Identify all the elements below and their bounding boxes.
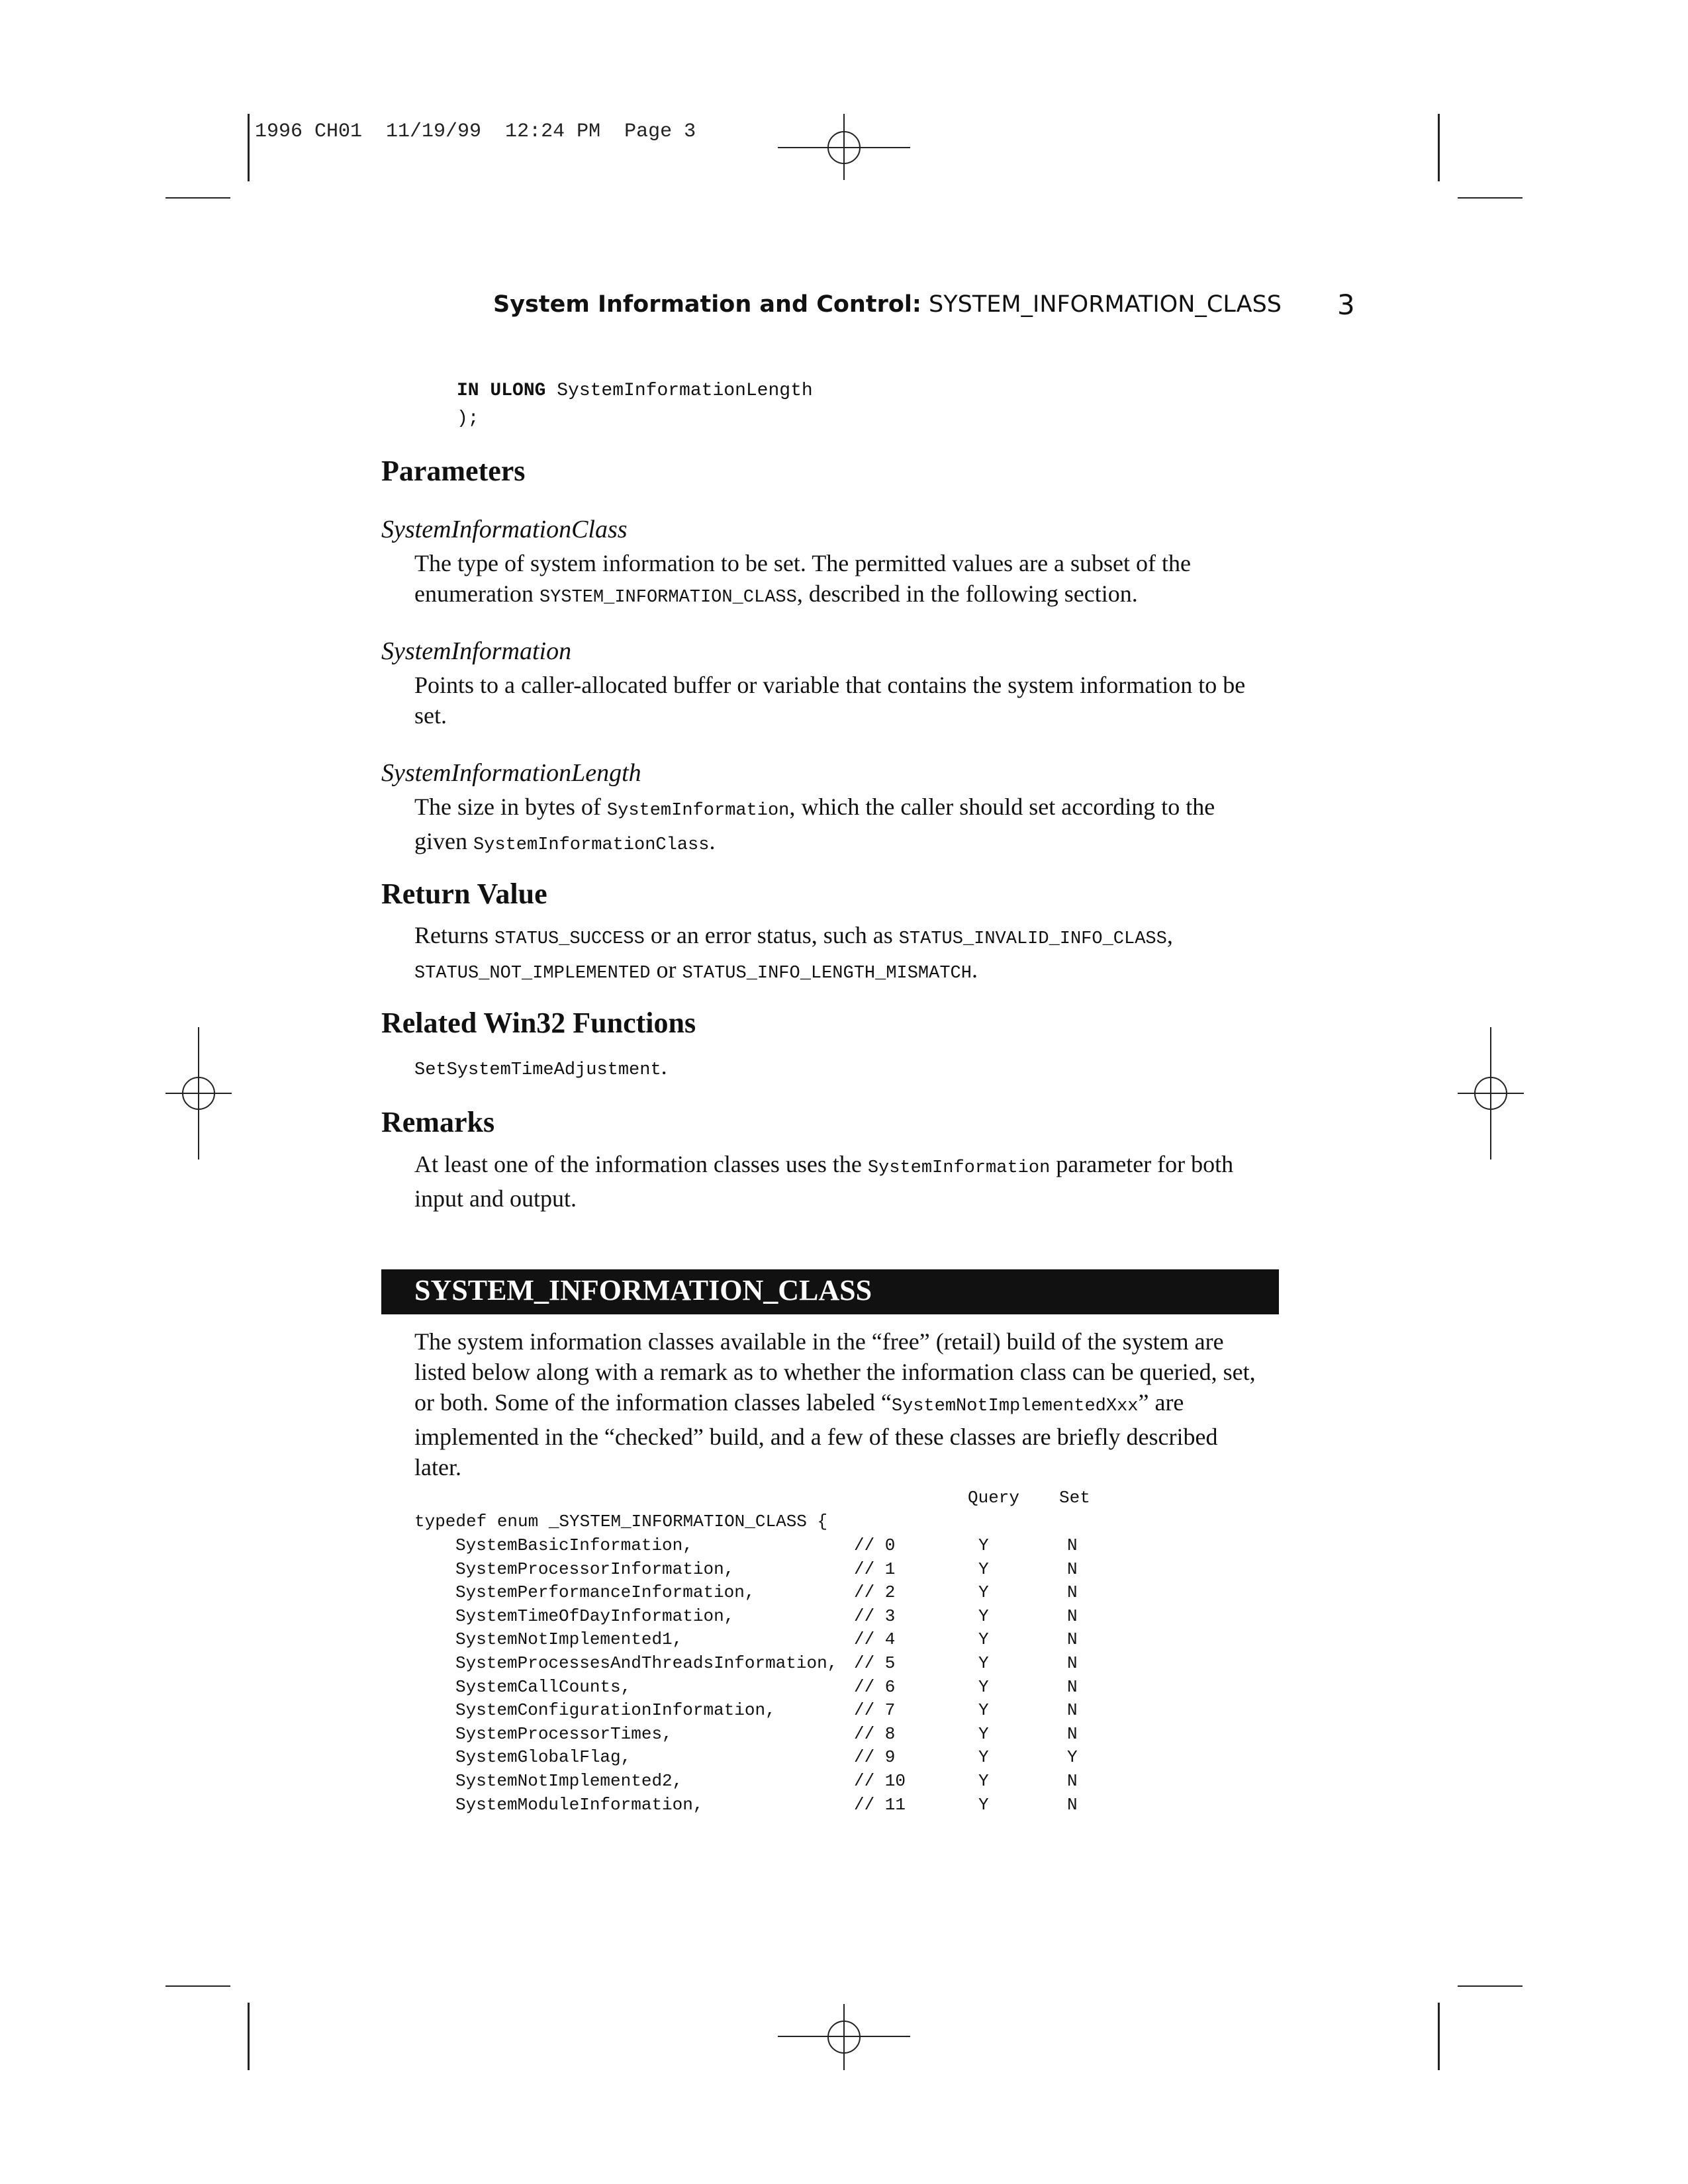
enum-num: // 0 [854,1535,896,1555]
enum-name: SystemPerformanceInformation, [455,1582,755,1603]
enum-set: N [1067,1559,1078,1579]
enum-num: // 10 [854,1771,906,1791]
enum-name: SystemProcessorInformation, [455,1559,735,1579]
enum-name: SystemProcessesAndThreadsInformation, [455,1653,838,1673]
param-name: SystemInformationClass [381,516,628,543]
code-ref: SystemInformation [867,1158,1051,1178]
code-ref: STATUS_INFO_LENGTH_MISMATCH [682,964,972,983]
running-head-title: SYSTEM_INFORMATION_CLASS [921,291,1282,318]
running-head-bold: System Information and Control: [493,291,921,318]
param-description: The type of system information to be set. The permitted values are a subset of the enumeration SYSTEM_INFORMATION_CLASS, described in the following section. [414,550,1192,608]
enum-query: Y [978,1535,989,1555]
remarks-text: At least one of the information classes uses the SystemInformation parameter for both input and output. [414,1151,1234,1212]
param-name: SystemInformation [381,637,572,665]
running-head [397,291,1282,318]
enum-set: N [1067,1700,1078,1721]
code-ref: STATUS_NOT_IMPLEMENTED [414,964,651,983]
signature-keyword: IN ULONG [457,381,546,401]
enum-set: N [1067,1606,1078,1626]
signature-tail [457,377,813,433]
enum-name: SystemTimeOfDayInformation, [455,1606,735,1626]
enum-query: Y [978,1559,989,1579]
return-value-text: Returns STATUS_SUCCESS or an error status, such as STATUS_INVALID_INFO_CLASS, STATUS_NOT_IMPLEMENTED or STATUS_INFO_LENGTH_MISMATCH. [414,922,1173,983]
enum-name: SystemNotImplemented2, [455,1771,683,1791]
section-intro: The system information classes available in the “free” (retail) build of the system are listed below along with a remark as to whether the information class can be queried, set, or both. Some of the information classes labeled “SystemNotImplementedXxx” are implemented in the “checked” build, and a few of these classes are briefly described later. [414,1328,1256,1480]
enum-query: Y [978,1582,989,1603]
enum-set: N [1067,1629,1078,1650]
enum-num: // 7 [854,1700,896,1721]
enum-name: SystemNotImplemented1, [455,1629,683,1650]
printer-slug: 1996 CH01 11/19/99 12:24 PM Page 3 [255,120,696,143]
signature-param: SystemInformationLength [545,381,813,401]
enum-set: N [1067,1653,1078,1673]
related-heading: Related Win32 Functions [381,1007,696,1039]
section-title: SYSTEM_INFORMATION_CLASS [414,1274,872,1306]
code-ref: SYSTEM_INFORMATION_CLASS [539,588,797,608]
enum-num: // 2 [854,1582,896,1603]
enum-set: N [1067,1676,1078,1697]
enum-name: SystemCallCounts, [455,1676,632,1697]
code-ref: SystemNotImplementedXxx [891,1396,1139,1416]
enum-name: SystemConfigurationInformation, [455,1700,776,1721]
code-ref: SetSystemTimeAdjustment [414,1060,661,1080]
code-ref: SystemInformation [606,801,790,821]
parameters-heading: Parameters [381,455,526,487]
related-text: SetSystemTimeAdjustment. [414,1053,667,1080]
enum-num: // 1 [854,1559,896,1579]
enum-query: Y [978,1771,989,1791]
param-name: SystemInformationLength [381,759,641,787]
return-value-heading: Return Value [381,878,547,910]
enum-num: // 8 [854,1723,896,1744]
typedef-line: typedef enum _SYSTEM_INFORMATION_CLASS { [414,1512,828,1531]
code-ref: STATUS_SUCCESS [494,929,645,949]
param-description: Points to a caller-allocated buffer or variable that contains the system information to be set. [414,672,1246,729]
enum-query: Y [978,1700,989,1721]
enum-num: // 9 [854,1747,896,1768]
enum-set: N [1067,1535,1078,1555]
enum-num: // 5 [854,1653,896,1673]
enum-name: SystemModuleInformation, [455,1794,704,1815]
signature-close: ); [457,408,479,429]
enum-name: SystemGlobalFlag, [455,1747,632,1768]
enum-num: // 11 [854,1794,906,1815]
enum-set: N [1067,1771,1078,1791]
enum-num: // 6 [854,1676,896,1697]
code-ref: STATUS_INVALID_INFO_CLASS [898,929,1167,949]
enum-query: Y [978,1629,989,1650]
column-header-set: Set [1059,1488,1090,1508]
enum-query: Y [978,1653,989,1673]
enum-query: Y [978,1723,989,1744]
enum-query: Y [978,1794,989,1815]
enum-query: Y [978,1606,989,1626]
enum-name: SystemProcessorTimes, [455,1723,673,1744]
enum-set: N [1067,1582,1078,1603]
enum-set: Y [1067,1747,1078,1768]
enum-num: // 3 [854,1606,896,1626]
code-ref: SystemInformationClass [473,835,710,855]
param-description: The size in bytes of SystemInformation, which the caller should set according to the given SystemInformationClass. [414,794,1215,855]
enum-set: N [1067,1794,1078,1815]
enum-set: N [1067,1723,1078,1744]
enum-num: // 4 [854,1629,896,1650]
page-number: 3 [1337,289,1355,321]
enum-name: SystemBasicInformation, [455,1535,693,1555]
section-title-bar [381,1269,1279,1314]
remarks-heading: Remarks [381,1106,495,1138]
enum-query: Y [978,1747,989,1768]
column-header-query: Query [968,1488,1020,1508]
enum-query: Y [978,1676,989,1697]
